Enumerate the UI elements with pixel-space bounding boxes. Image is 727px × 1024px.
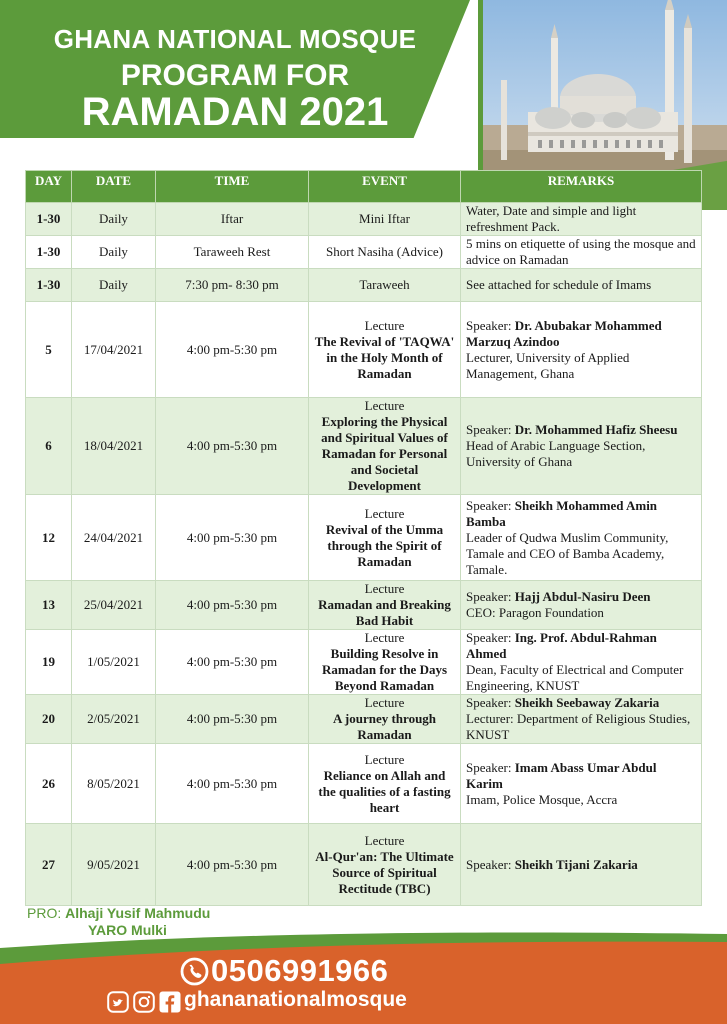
table-row [26,203,702,236]
cell-remarks [461,581,702,630]
table-row [26,495,702,581]
speaker-name: Imam Abass Umar Abdul Karim [466,759,657,791]
column-header-remarks: REMARKS [461,171,702,203]
table-row [26,581,702,630]
event-topic: Exploring the Physical and Spiritual Values of Ramadan for Personal and Societal Development [321,414,448,493]
cell-time: 4:00 pm-5:30 pm [156,495,309,581]
cell-event [309,744,461,824]
speaker-label: Speaker: [466,589,515,604]
phone-number[interactable]: 0506991966 [211,953,389,988]
event-type: Lecture [364,317,405,333]
cell-event [309,398,461,495]
cell-remarks [461,269,702,302]
event-topic: A journey through Ramadan [332,711,437,742]
cell-event [309,302,461,398]
event-topic: Revival of the Umma through the Spirit of Ramadan [325,521,444,569]
cell-day: 6 [26,398,72,495]
cell-remarks [461,744,702,824]
table-row [26,695,702,744]
remark-text: Head of Arabic Language Section, University of Ghana [466,438,646,469]
remark-text: 5 mins on etiquette of using the mosque and advice on Ramadan [466,236,696,267]
pro-name-line-1: Alhaji Yusif Mahmudu [65,905,211,921]
cell-date: 17/04/2021 [72,302,156,398]
event-type: Lecture [364,832,405,848]
cell-remarks [461,398,702,495]
speaker-label: Speaker: [466,422,515,437]
cell-day: 26 [26,744,72,824]
table-row [26,744,702,824]
cell-remarks [461,203,702,236]
cell-date: 1/05/2021 [72,630,156,695]
speaker-name: Sheikh Tijani Zakaria [514,856,638,872]
table-row [26,398,702,495]
phone-icon [180,957,209,986]
remark-text: CEO: Paragon Foundation [466,605,604,620]
cell-time: 4:00 pm-5:30 pm [156,695,309,744]
speaker-label: Speaker: [466,856,515,872]
cell-day: 13 [26,581,72,630]
cell-remarks [461,630,702,695]
cell-remarks [461,824,702,906]
remark-text: Lecturer: Department of Religious Studies, KNUST [466,711,691,742]
cell-date: Daily [72,269,156,302]
cell-day: 27 [26,824,72,906]
cell-event [309,630,461,695]
cell-date: 8/05/2021 [72,744,156,824]
event-topic: Al-Qur'an: The Ultimate Source of Spiritual Rectitude (TBC) [315,848,454,896]
event-type: Lecture [364,630,405,645]
event-topic: The Revival of 'TAQWA' in the Holy Month of Ramadan [314,333,455,381]
cell-day: 1-30 [26,236,72,269]
speaker-name: Sheikh Mohammed Amin Bamba [466,497,658,529]
remark-text: Imam, Police Mosque, Accra [466,791,618,807]
cell-event [309,581,461,630]
column-header-date: DATE [72,171,156,203]
cell-day: 5 [26,302,72,398]
column-header-day: DAY [26,171,72,203]
cell-event [309,695,461,744]
program-table [25,170,701,906]
table-header-row [26,171,702,203]
speaker-label: Speaker: [466,630,515,645]
cell-date: Daily [72,236,156,269]
event-topic: Ramadan and Breaking Bad Habit [318,597,451,628]
cell-day: 12 [26,495,72,581]
cell-time: 4:00 pm-5:30 pm [156,398,309,495]
speaker-name: Dr. Mohammed Hafiz Sheesu [514,422,678,437]
column-header-event: EVENT [309,171,461,203]
cell-remarks [461,695,702,744]
cell-time: 4:00 pm-5:30 pm [156,630,309,695]
cell-day: 20 [26,695,72,744]
cell-date: 2/05/2021 [72,695,156,744]
event-topic: Reliance on Allah and the qualities of a fasting heart [318,767,451,815]
cell-date: 24/04/2021 [72,495,156,581]
table-row [26,824,702,906]
speaker-name: Hajj Abdul-Nasiru Deen [514,589,651,604]
speaker-label: Speaker: [466,759,515,775]
remark-text: Dean, Faculty of Electrical and Computer Engineering, KNUST [466,662,684,693]
cell-remarks [461,236,702,269]
table-row [26,302,702,398]
cell-time: 4:00 pm-5:30 pm [156,824,309,906]
remark-text: Leader of Qudwa Muslim Community, Tamale and CEO of Bamba Academy, Tamale. [466,529,669,577]
instagram-icon[interactable] [133,991,155,1013]
remark-text: See attached for schedule of Imams [466,277,652,292]
cell-remarks [461,302,702,398]
event-type: Lecture [364,695,405,710]
column-header-time: TIME [156,171,309,203]
event-type: Short Nasiha (Advice) [326,244,443,259]
cell-event [309,269,461,302]
cell-event [309,824,461,906]
title-line-3: RAMADAN 2021 [81,90,389,134]
speaker-name: Sheikh Seebaway Zakaria [514,695,660,710]
event-type: Taraweeh [359,277,410,292]
cell-time: 7:30 pm- 8:30 pm [156,269,309,302]
table-row [26,236,702,269]
title-line-2: PROGRAM FOR [120,59,350,92]
speaker-label: Speaker: [466,497,515,513]
event-type: Mini Iftar [359,211,410,226]
cell-event [309,236,461,269]
cell-time: 4:00 pm-5:30 pm [156,302,309,398]
facebook-icon[interactable] [159,991,181,1013]
cell-event [309,495,461,581]
cell-day: 1-30 [26,203,72,236]
pro-label: PRO: [27,905,66,921]
title-line-1: GHANA NATIONAL MOSQUE [53,24,417,54]
cell-time: Iftar [156,203,309,236]
event-type: Lecture [364,505,405,521]
table-row [26,269,702,302]
cell-day: 19 [26,630,72,695]
cell-day: 1-30 [26,269,72,302]
event-type: Lecture [364,581,405,596]
cell-time: 4:00 pm-5:30 pm [156,744,309,824]
cell-date: 18/04/2021 [72,398,156,495]
speaker-name: Ing. Prof. Abdul-Rahman Ahmed [466,630,657,661]
event-type: Lecture [364,751,405,767]
speaker-label: Speaker: [466,317,515,333]
cell-date: 9/05/2021 [72,824,156,906]
remark-text: Water, Date and simple and light refreshment Pack. [466,203,637,234]
social-handle[interactable]: ghananationalmosque [184,988,407,1011]
pro-name-line-2: YARO Mulki [88,922,167,938]
cell-date: Daily [72,203,156,236]
cell-time: 4:00 pm-5:30 pm [156,581,309,630]
event-topic: Building Resolve in Ramadan for the Days Beyond Ramadan [321,646,448,693]
cell-date: 25/04/2021 [72,581,156,630]
twitter-icon[interactable] [107,991,129,1013]
speaker-label: Speaker: [466,695,515,710]
table-row [26,630,702,695]
speaker-name: Dr. Abubakar Mohammed Marzuq Azindoo [466,317,662,349]
remark-text: Lecturer, University of Applied Management, Ghana [466,349,630,381]
cell-remarks [461,495,702,581]
cell-time: Taraweeh Rest [156,236,309,269]
cell-event [309,203,461,236]
event-type: Lecture [364,398,405,413]
